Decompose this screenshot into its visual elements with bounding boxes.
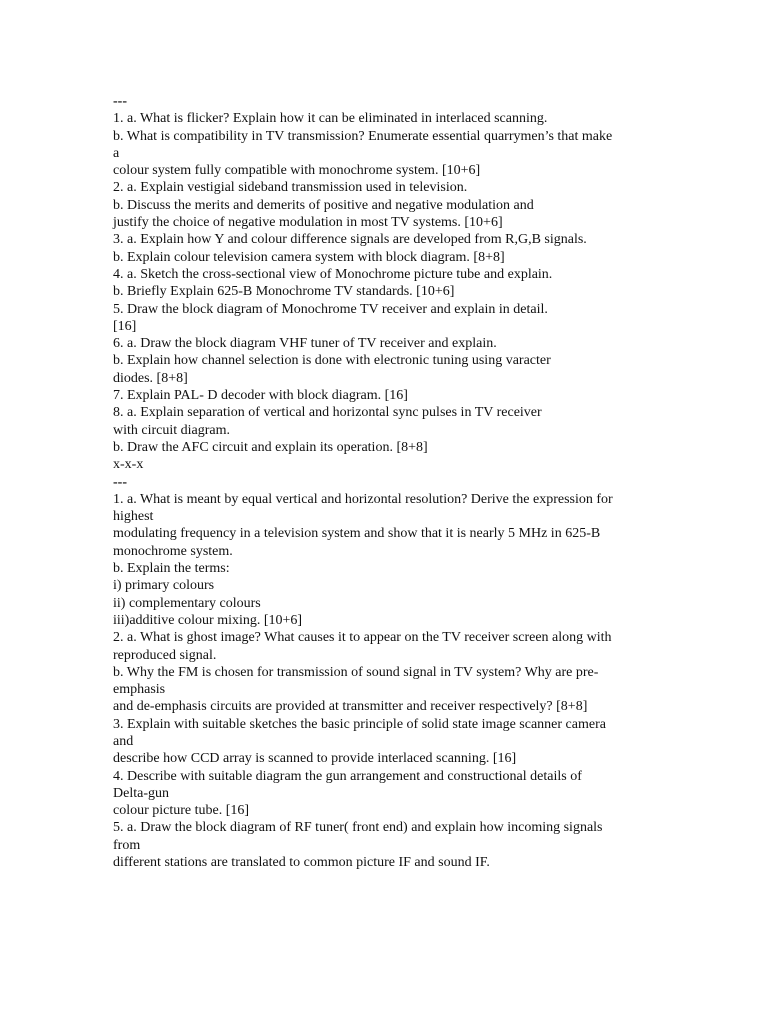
question-2b: b. Discuss the merits and demerits of positive and negative modulation and [113,197,534,213]
question-4b: b. Briefly Explain 625-B Monochrome TV standards. [10+6] [113,284,455,300]
question-2b-cont: and de-emphasis circuits are provided at transmitter and receiver respectively? [8+8] [113,699,588,715]
question-1a: 1. a. What is flicker? Explain how it can be eliminated in interlaced scanning. [113,111,548,127]
question-2b-cont: justify the choice of negative modulation in most TV systems. [10+6] [113,215,503,231]
question-8b: b. Draw the AFC circuit and explain its operation. [8+8] [113,439,428,455]
question-1b: b. What is compatibility in TV transmission? Enumerate essential quarrymen’s that make [113,128,613,144]
question-7: 7. Explain PAL- D decoder with block diagram. [16] [113,388,408,404]
question-5-marks: [16] [113,318,137,334]
question-2b-cont: emphasis [113,682,166,698]
question-2a-cont: reproduced signal. [113,647,217,663]
question-2a: 2. a. Explain vestigial sideband transmission used in television. [113,180,468,196]
question-1b-cont: a [113,145,120,161]
document-body [113,93,658,871]
question-1a-cont: modulating frequency in a television system and show that it is nearly 5 MHz in 625-B [113,526,601,542]
question-1b-item: ii) complementary colours [113,595,261,611]
end-marker: x-x-x [113,457,144,473]
question-6b-cont: diodes. [8+8] [113,370,188,386]
question-6a: 6. a. Draw the block diagram VHF tuner of TV receiver and explain. [113,336,497,352]
section-separator: --- [113,94,127,109]
question-1b-cont: colour system fully compatible with monochrome system. [10+6] [113,163,481,179]
question-3-cont: describe how CCD array is scanned to provide interlaced scanning. [16] [113,751,517,767]
question-4-cont: colour picture tube. [16] [113,803,250,819]
question-8a: 8. a. Explain separation of vertical and horizontal sync pulses in TV receiver [113,405,542,421]
question-4-cont: Delta-gun [113,785,169,801]
question-3-cont: and [113,733,134,749]
question-4a: 4. a. Sketch the cross-sectional view of Monochrome picture tube and explain. [113,266,553,282]
question-2a: 2. a. What is ghost image? What causes it to appear on the TV receiver screen along with [113,630,612,646]
question-5a-cont: from [113,837,141,853]
question-3a: 3. a. Explain how Y and colour difference signals are developed from R,G,B signals. [113,232,587,248]
question-5a-cont: different stations are translated to common picture IF and sound IF. [113,855,490,871]
question-3: 3. Explain with suitable sketches the basic principle of solid state image scanner camera [113,716,606,732]
question-5: 5. Draw the block diagram of Monochrome TV receiver and explain in detail. [113,301,548,317]
question-1b-item: i) primary colours [113,578,215,594]
question-6b: b. Explain how channel selection is done with electronic tuning using varacter [113,353,551,369]
question-3b: b. Explain colour television camera system with block diagram. [8+8] [113,249,505,265]
question-1a-cont: highest [113,509,154,525]
question-1b: b. Explain the terms: [113,561,230,577]
question-4: 4. Describe with suitable diagram the gun arrangement and constructional details of [113,768,582,784]
question-1b-item: iii)additive colour mixing. [10+6] [113,612,303,628]
question-1a: 1. a. What is meant by equal vertical and horizontal resolution? Derive the expression for [113,491,613,507]
section-separator: --- [113,474,127,490]
question-5a: 5. a. Draw the block diagram of RF tuner( front end) and explain how incoming signals [113,820,603,836]
question-8a-cont: with circuit diagram. [113,422,231,438]
question-2b: b. Why the FM is chosen for transmission of sound signal in TV system? Why are pre- [113,664,599,680]
question-1a-cont: monochrome system. [113,543,233,559]
